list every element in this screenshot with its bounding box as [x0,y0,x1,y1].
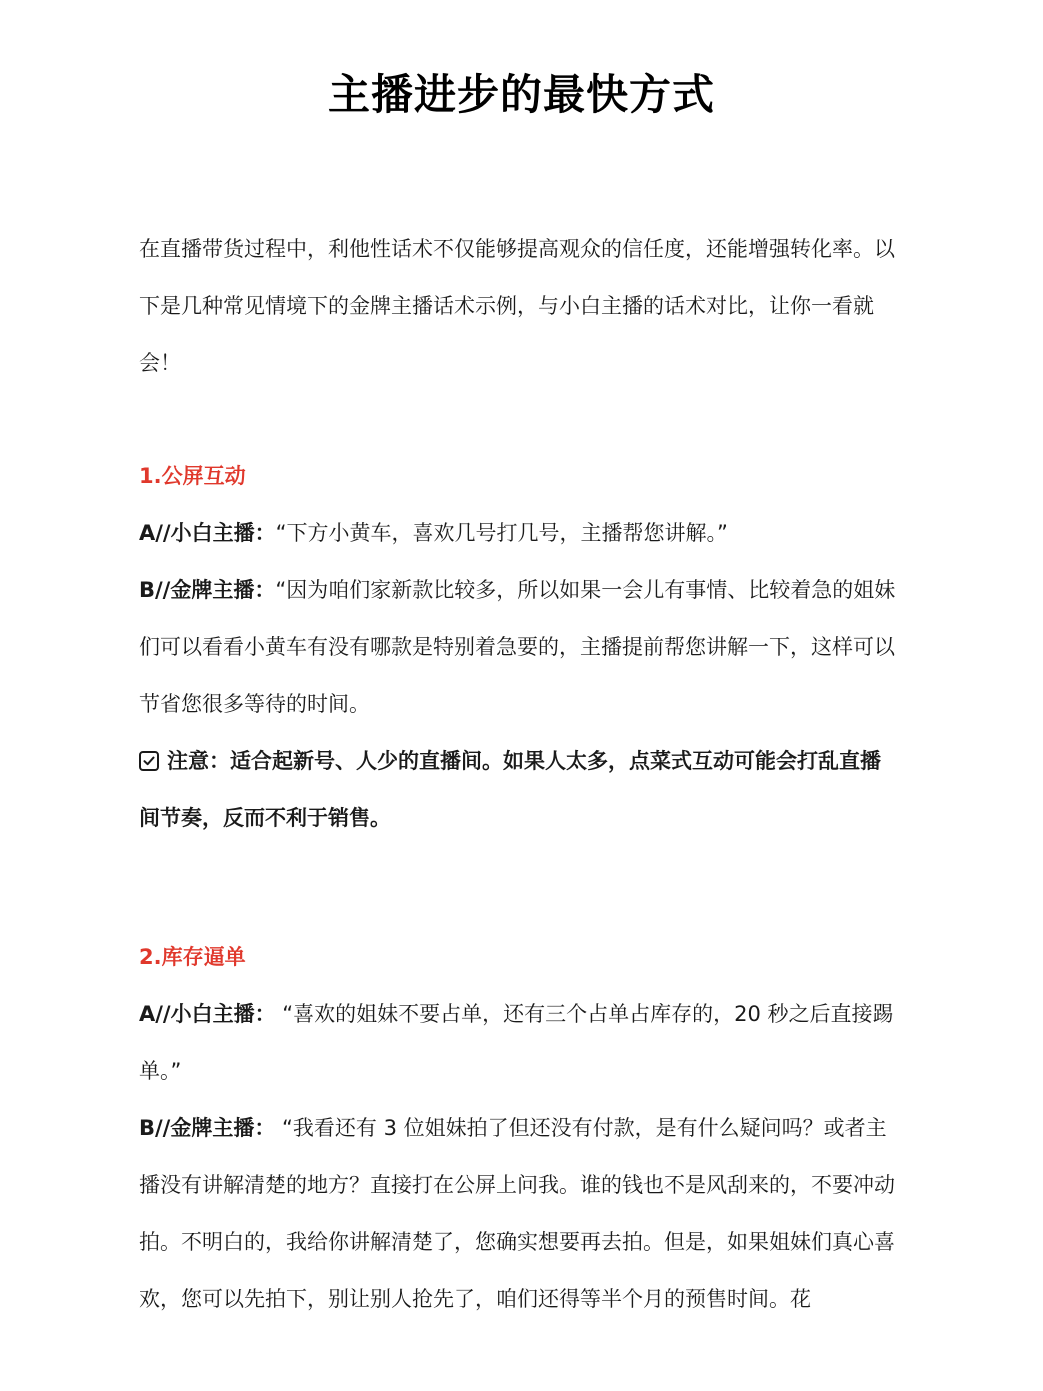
section-public-screen-interaction [139,448,899,847]
gold-script [139,1100,899,1328]
novice-text: “喜欢的姐妹不要占单，还有三个占单占库存的，20 秒之后直接踢单。” [139,1002,894,1083]
gold-script [139,562,899,733]
gold-label: B//金牌主播： [139,578,276,602]
page-title: 主播进步的最快方式 [327,70,715,119]
section-heading: 1.公屏互动 [139,464,246,488]
novice-script [139,505,899,562]
note [139,733,899,847]
gold-text: “因为咱们家新款比较多，所以如果一会儿有事情、比较着急的姐妹们可以看看小黄车有没有哪款是特别着急要的，主播提前帮您讲解一下，这样可以节省您很多等待的时间。 [139,578,896,716]
intro-text: 在直播带货过程中，利他性话术不仅能够提高观众的信任度，还能增强转化率。以下是几种常见情境下的金牌主播话术示例，与小白主播的话术对比，让你一看就会！ [139,237,895,375]
section-heading: 2.库存逼单 [139,945,246,969]
note-text: 注意：适合起新号、人少的直播间。如果人太多，点菜式互动可能会打乱直播间节奏，反而不利于销售。 [139,749,881,830]
novice-label: A//小白主播： [139,1002,276,1026]
intro-paragraph [139,221,899,392]
gold-label: B//金牌主播： [139,1116,276,1140]
novice-label: A//小白主播： [139,521,276,545]
checkbox-icon [139,751,159,771]
gold-text: “我看还有 3 位姐妹拍了但还没有付款，是有什么疑问吗？或者主播没有讲解清楚的地方？直接打在公屏上问我。谁的钱也不是风刮来的，不要冲动拍。不明白的，我给你讲解清楚了，您确实想要再去拍。但是，如果姐妹们真心喜欢，您可以先拍下，别让别人抢先了，咱们还得等半个月的预售时间。花 [139,1116,895,1311]
novice-script [139,986,899,1100]
section-inventory-urge [139,929,899,1328]
novice-text: “下方小黄车，喜欢几号打几号，主播帮您讲解。” [275,521,728,545]
